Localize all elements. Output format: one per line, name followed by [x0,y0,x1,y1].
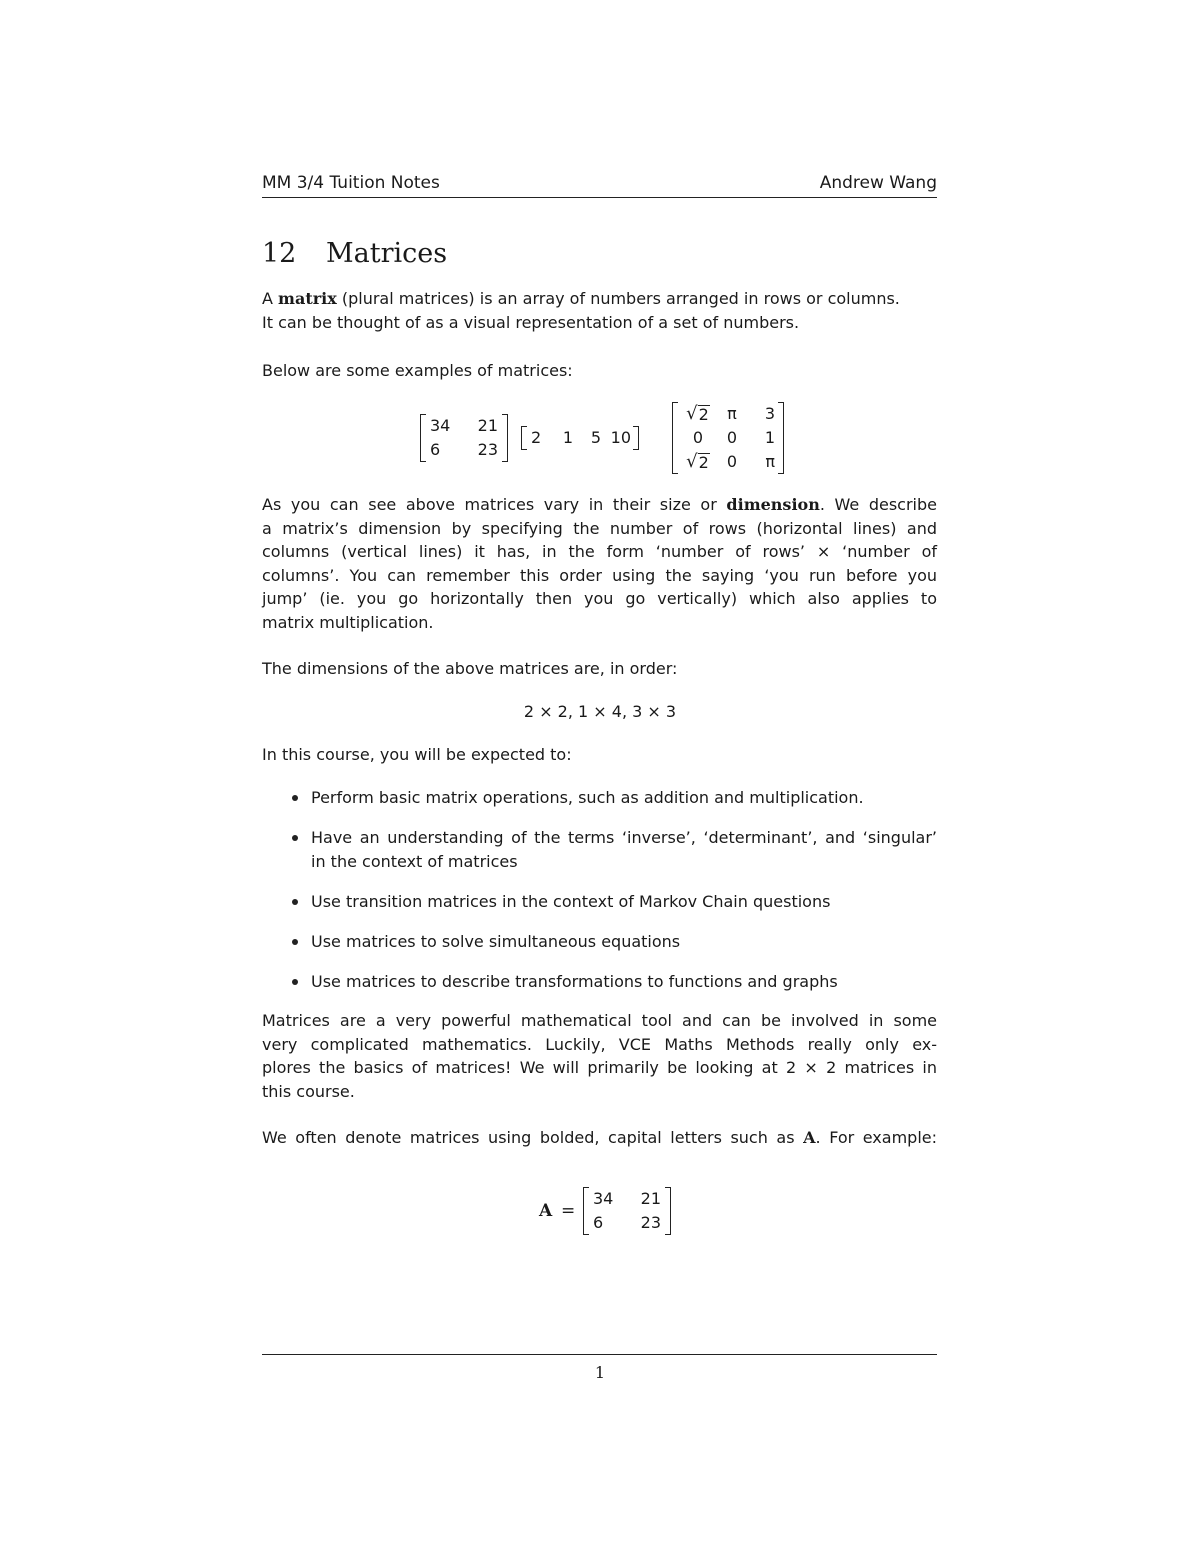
matrix-cell: 23 [477,440,498,459]
dimensions-intro [262,657,937,681]
right-bracket [633,426,639,450]
radicand: 2 [698,453,709,472]
matrix-cell: 10 [610,428,631,447]
list-item [288,970,937,994]
dimension-paragraph [262,493,937,635]
text-line: In this course, you will be expected to: [262,745,572,764]
text-line: Matrices are a very powerful mathematical tool and can be involved in some [262,1011,937,1030]
example-matrix-2x2 [420,414,508,462]
intro-paragraph [262,287,937,334]
matrix-cell: 23 [640,1213,661,1232]
expectations-intro [262,743,937,767]
list-item-text: Use matrices to describe transformations to functions and graphs [311,971,838,991]
matrix-cell: 5 [590,428,601,447]
text-line: matrix multiplication. [262,612,434,632]
matrix-cell: 34 [593,1189,614,1208]
matrix-cells [527,426,633,450]
matrix-cell: 1 [562,428,573,447]
example-matrix-a [583,1187,671,1235]
matrix-cell: 0 [726,428,738,447]
bullet-icon [292,795,298,801]
matrix-cells [589,1187,665,1235]
text-line [262,493,937,517]
matrix-cell: 34 [430,416,451,435]
page-number: 1 [594,1363,606,1382]
matrix-cell: 3 [764,404,775,423]
matrix-cell: 21 [640,1189,661,1208]
matrix-label: A [539,1201,553,1221]
right-bracket [665,1187,671,1235]
text-line: this course. [262,1081,355,1101]
list-item-text: Use matrices to solve simultaneous equations [311,931,681,951]
text-line: It can be thought of as a visual representation of a set of numbers. [262,312,800,332]
page-header [262,171,937,198]
text-run: As you can see above matrices vary in their size or [262,495,727,514]
text-line: The dimensions of the above matrices are, in order: [262,659,678,678]
bullet-icon [292,939,298,945]
section-number: 12 [262,238,297,269]
matrix-cell [681,450,715,474]
matrix-cell: π [727,404,737,423]
section-heading [262,236,447,272]
list-item [288,890,937,914]
text-run: . For example: [815,1128,938,1147]
text-run: A [262,289,279,308]
right-bracket [502,414,508,462]
list-item [288,930,937,954]
radical-sign: √ [686,403,698,424]
matrix-cell: 0 [726,452,738,471]
matrix-cell: π [765,452,775,471]
expectations-list [288,786,937,1010]
header-course-title: MM 3/4 Tuition Notes [262,173,440,193]
bullet-icon [292,899,298,905]
header-author: Andrew Wang [819,173,937,193]
matrix-cells [426,414,502,462]
radicand: 2 [698,405,709,424]
text-line: a matrix’s dimension by specifying the number of rows (horizontal lines) and [262,518,937,538]
matrix-cell: 6 [430,440,441,459]
text-line: columns (vertical lines) it has, in the form ‘number of rows’ × ‘number of [262,542,937,562]
text-line: Below are some examples of matrices: [262,361,573,380]
bullet-icon [292,979,298,985]
text-run: . We describe [819,495,938,514]
text-run: We often denote matrices using bolded, capital letters such as [262,1128,804,1147]
matrix-cell: 0 [692,428,704,447]
text-line [262,1126,937,1150]
list-item-text: in the context of matrices [311,851,518,871]
bold-term: A [803,1128,816,1147]
text-line [262,287,937,311]
examples-intro [262,359,937,383]
list-item-text: Have an understanding of the terms ‘inverse’, ‘determinant’, and ‘singular’ [311,828,937,848]
sqrt-expression [686,404,710,424]
text-line: very complicated mathematics. Luckily, VCE Maths Methods really only ex- [262,1034,937,1054]
example-matrix-3x3 [672,402,784,474]
text-line: plores the basics of matrices! We will primarily be looking at 2 × 2 matrices in [262,1058,937,1078]
example-matrix-1x4 [521,426,639,450]
matrix-cell: 1 [764,428,775,447]
denote-paragraph [262,1126,937,1150]
matrix-cell: 21 [477,416,498,435]
section-title: Matrices [326,238,448,269]
matrix-cell: 2 [531,428,542,447]
dimensions-list: 2 × 2, 1 × 4, 3 × 3 [523,702,677,721]
right-bracket [778,402,784,474]
text-run: (plural matrices) is an array of numbers arranged in rows or columns. [336,289,900,308]
text-line: jump’ (ie. you go horizontally then you go vertically) which also applies to [262,589,937,609]
text-line: columns’. You can remember this order using the saying ‘you run before you [262,565,937,585]
matrix-cells [678,402,778,474]
list-item [288,786,937,810]
list-item [288,826,937,873]
list-item-text: Use transition matrices in the context of Markov Chain questions [311,891,831,911]
matrix-cell [681,402,715,426]
power-paragraph [262,1009,937,1103]
sqrt-expression [686,452,710,472]
footer-rule [262,1354,937,1355]
bullet-icon [292,835,298,841]
bold-term: matrix [278,289,337,308]
equals-sign: = [561,1201,576,1221]
list-item-text: Perform basic matrix operations, such as addition and multiplication. [311,788,864,807]
matrix-cell: 6 [593,1213,604,1232]
bold-term: dimension [726,495,820,514]
radical-sign: √ [686,451,698,472]
